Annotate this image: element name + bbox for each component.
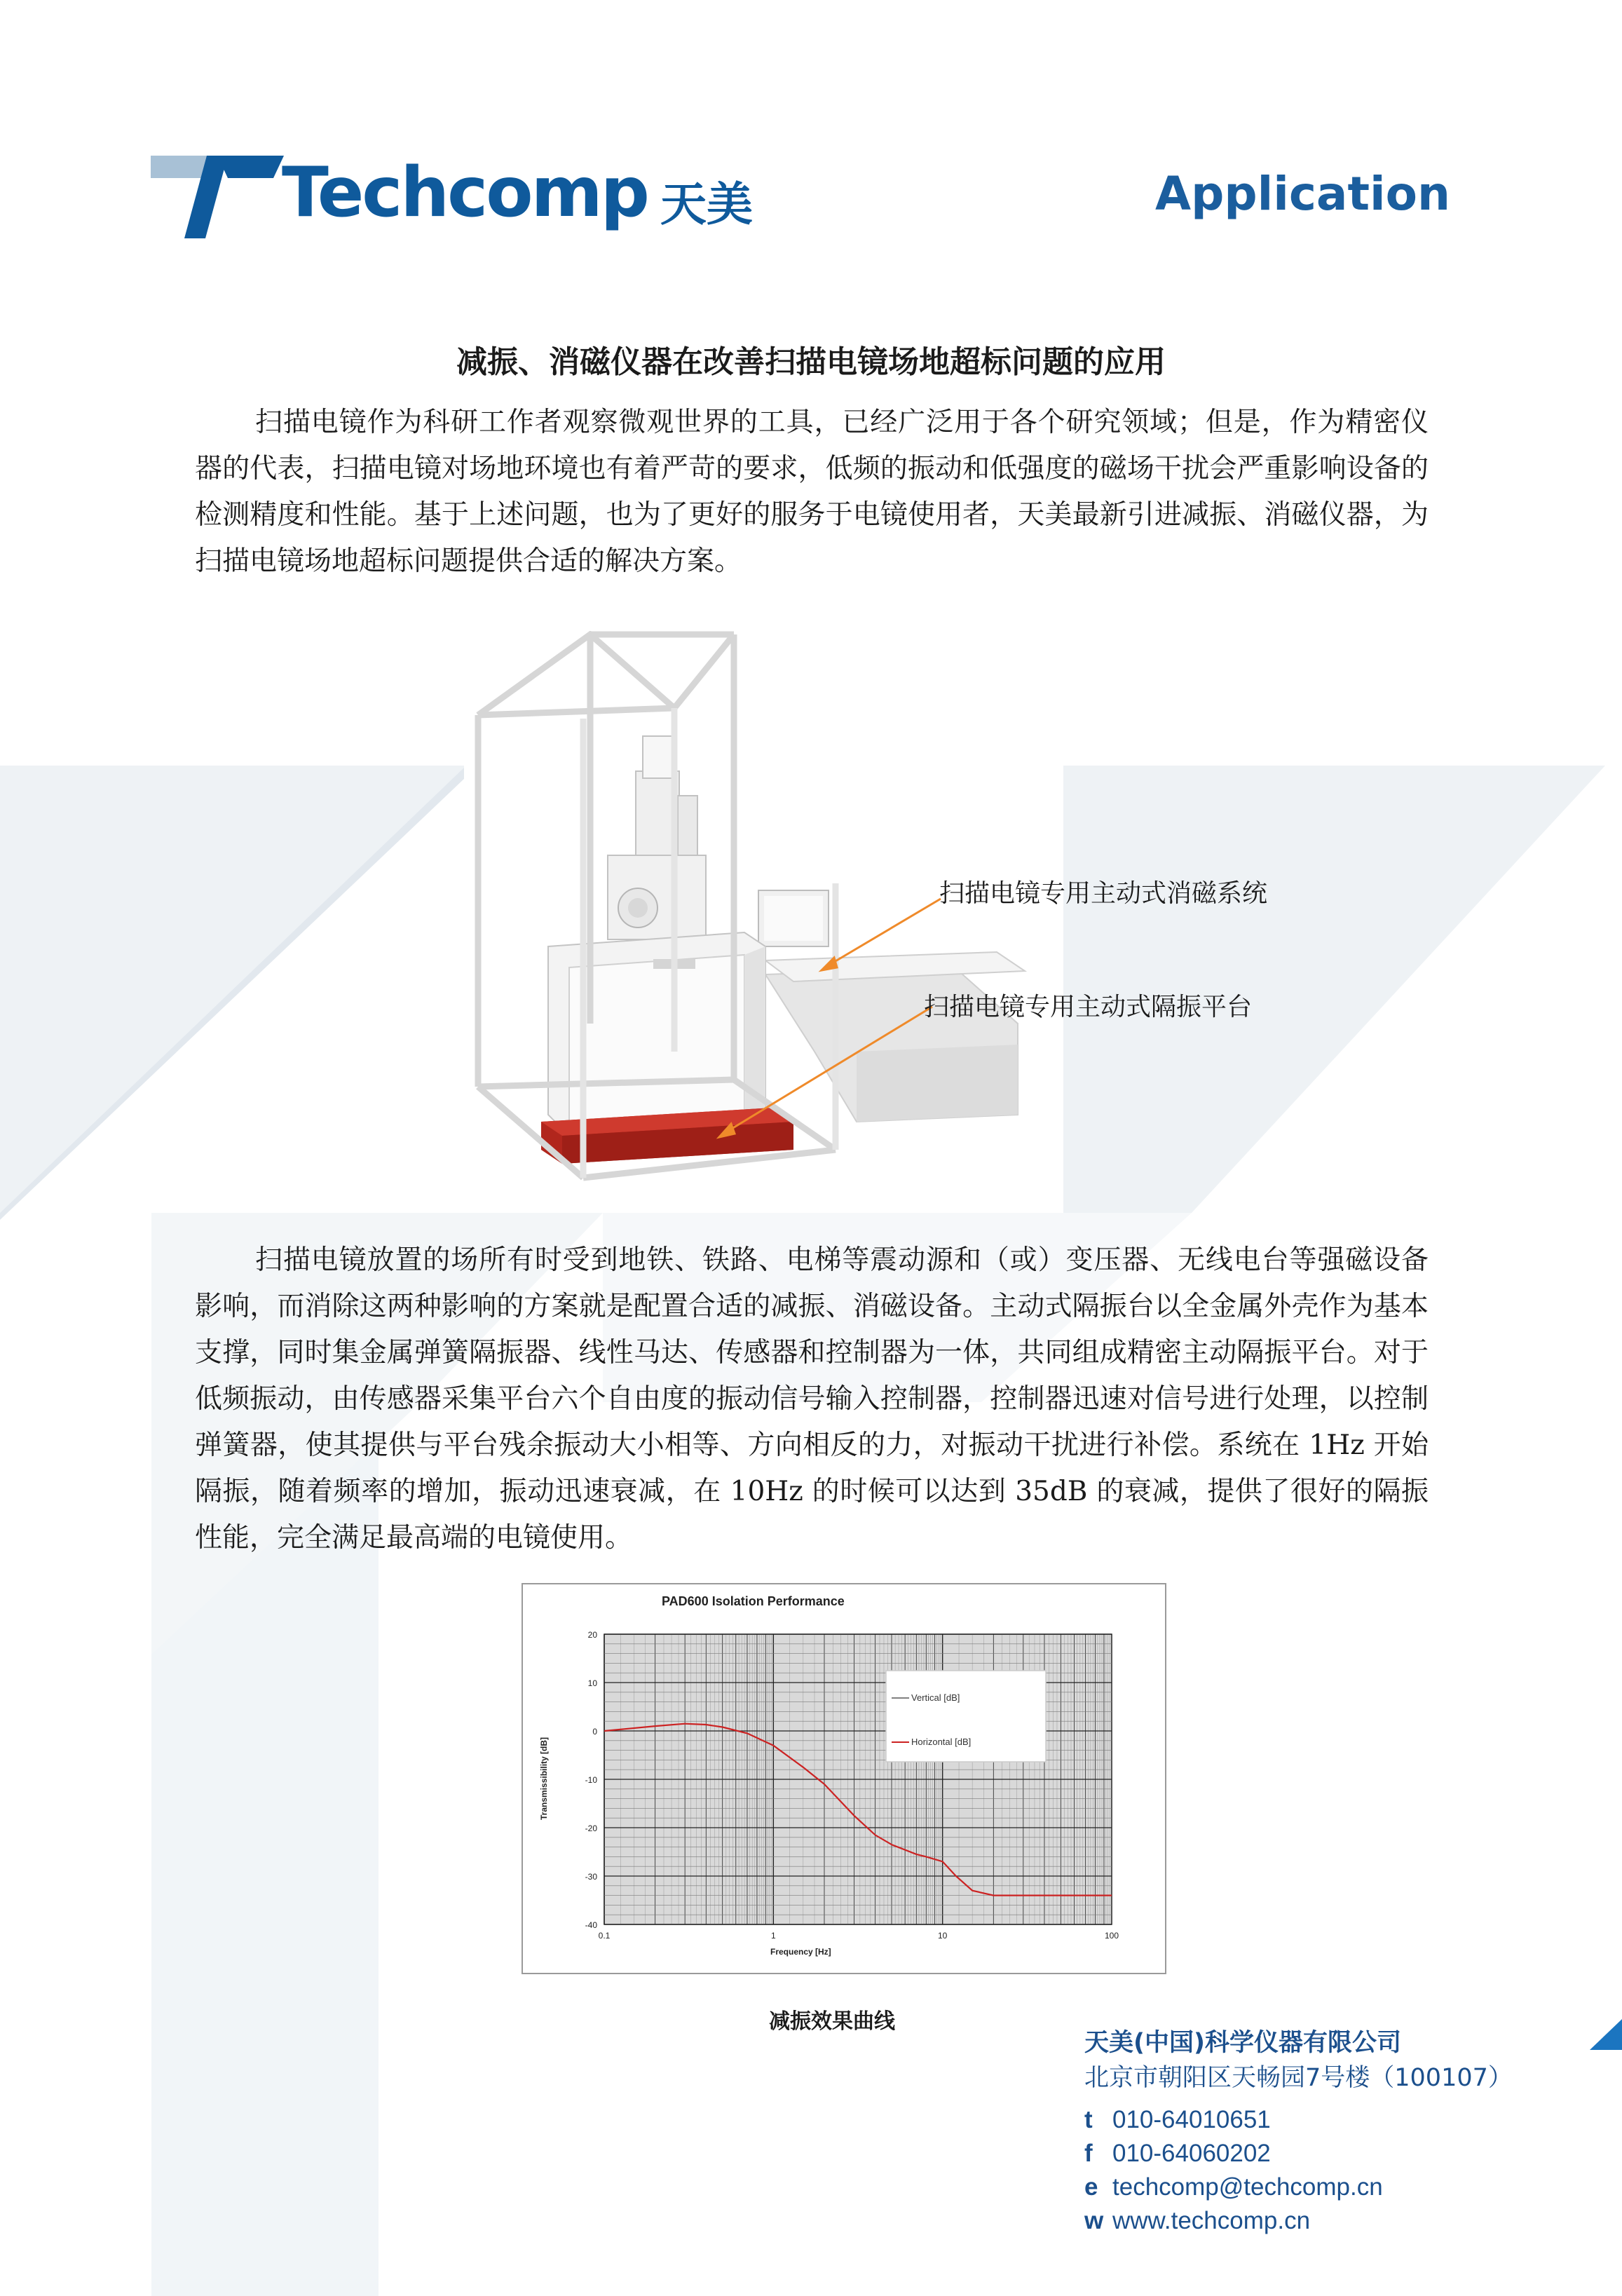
- page-title: 减振、消磁仪器在改善扫描电镜场地超标问题的应用: [456, 344, 1166, 380]
- brand-name-cn: 天美: [660, 177, 753, 231]
- chart-legend: [886, 1671, 1046, 1762]
- isolation-performance-chart: [522, 1583, 1166, 1974]
- chart-xlabel: Frequency [Hz]: [770, 1947, 831, 1957]
- contact-phone: [1084, 2106, 1271, 2134]
- brand-name: Techcomp: [282, 153, 648, 233]
- y-tick-label: -30: [585, 1872, 597, 1882]
- y-tick-label: 10: [587, 1678, 597, 1688]
- sem-system-illustration: [464, 631, 1063, 1188]
- company-name: 天美(中国)科学仪器有限公司: [1084, 2029, 1401, 2057]
- company-address: 北京市朝阳区天畅园7号楼（100107）: [1084, 2064, 1513, 2092]
- y-tick-label: 0: [592, 1727, 597, 1737]
- contact-value: 010-64060202: [1112, 2140, 1271, 2167]
- x-tick-label: 1: [770, 1931, 776, 1941]
- x-tick-label: 10: [937, 1931, 948, 1941]
- contact-email[interactable]: [1084, 2173, 1383, 2201]
- contact-fax: [1084, 2140, 1271, 2168]
- techcomp-logo-icon: [151, 147, 284, 238]
- contact-key: f: [1084, 2140, 1093, 2167]
- contact-key: w: [1084, 2207, 1104, 2234]
- contact-key: e: [1084, 2173, 1098, 2201]
- section-label: Application: [1155, 167, 1450, 221]
- contact-value: 010-64010651: [1112, 2106, 1271, 2133]
- intro-paragraph: 扫描电镜作为科研工作者观察微观世界的工具，已经广泛用于各个研究领域；但是，作为精密仪器的代表，扫描电镜对场地环境也有着严苛的要求，低频的振动和低强度的磁场干扰会严重影响设备的检测精度和性能。基于上述问题，也为了更好的服务于电镜使用者，天美最新引进减振、消磁仪器，为扫描电镜场地超标问题提供合适的解决方案。: [195, 407, 1429, 577]
- y-tick-label: -10: [585, 1775, 597, 1785]
- y-tick-label: -20: [585, 1823, 597, 1833]
- body-paragraph: 扫描电镜放置的场所有时受到地铁、铁路、电梯等震动源和（或）变压器、无线电台等强磁设备影响，而消除这两种影响的方案就是配置合适的减振、消磁设备。主动式隔振台以全金属外壳作为基本支撑，同时集金属弹簧隔振器、线性马达、传感器和控制器为一体，共同组成精密主动隔振平台。对于低频振动，由传感器采集平台六个自由度的振动信号输入控制器，控制器迅速对信号进行处理，以控制弹簧器，使其提供与平台残余振动大小相等、方向相反的力，对振动干扰进行补偿。系统在 1Hz 开始隔振，随着频率的增加，振动迅速衰减，在 10Hz 的时候可以达到 35dB 的衰减，提供了很好的隔振性能，完全满足最高端的电镜使用。: [195, 1244, 1429, 1554]
- x-tick-label: 0.1: [598, 1931, 611, 1941]
- chart-caption: 减振效果曲线: [769, 2009, 895, 2034]
- chart-title: PAD600 Isolation Performance: [662, 1594, 845, 1608]
- callout-isolation-platform: 扫描电镜专用主动式隔振平台: [924, 993, 1253, 1021]
- x-tick-label: 100: [1104, 1931, 1119, 1941]
- callout-degauss-system: 扫描电镜专用主动式消磁系统: [939, 879, 1268, 908]
- legend-label-horizontal: Horizontal [dB]: [911, 1737, 972, 1747]
- contact-value: techcomp@techcomp.cn: [1112, 2173, 1383, 2201]
- contact-key: t: [1084, 2106, 1093, 2133]
- y-tick-label: -40: [585, 1920, 597, 1930]
- corner-accent-icon: [1590, 2019, 1622, 2050]
- contact-website[interactable]: [1084, 2207, 1310, 2235]
- contact-value: www.techcomp.cn: [1112, 2207, 1311, 2234]
- y-tick-label: 20: [587, 1630, 597, 1640]
- chart-ylabel: Transmissibility [dB]: [539, 1737, 549, 1820]
- legend-label-vertical: Vertical [dB]: [911, 1692, 960, 1703]
